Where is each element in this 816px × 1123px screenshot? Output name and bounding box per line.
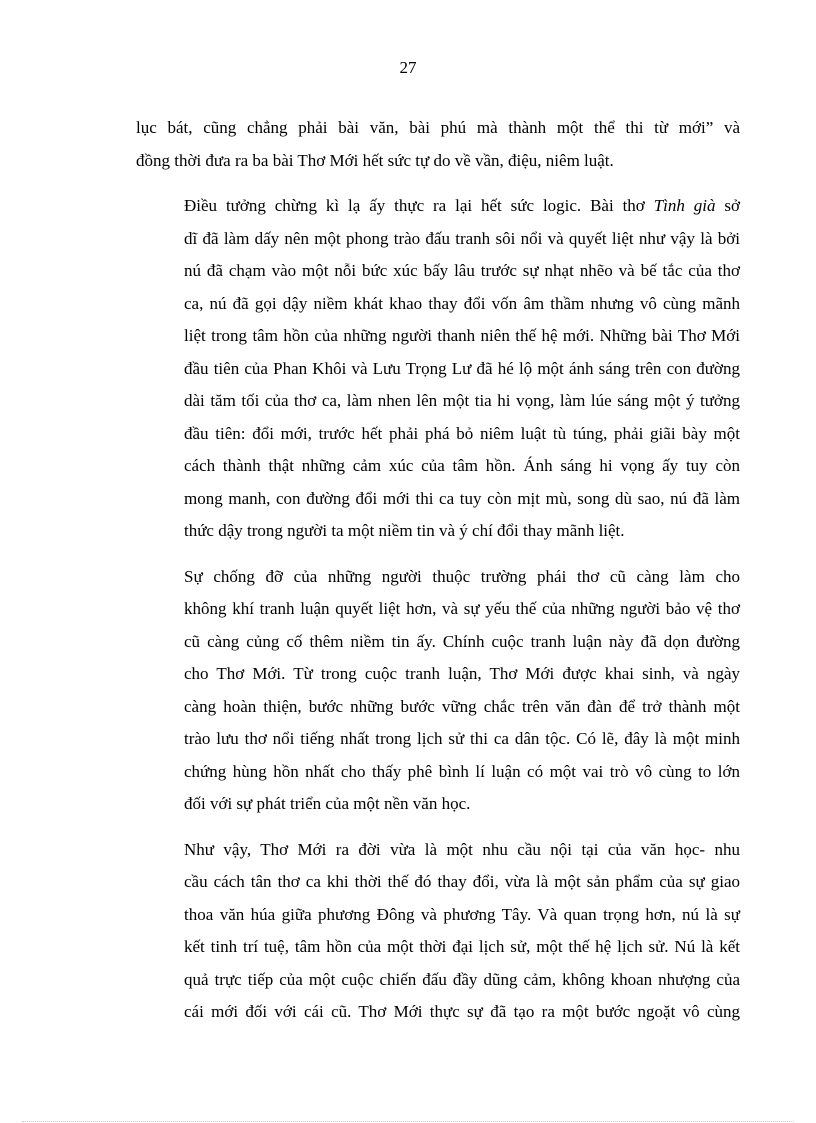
- text-run: Điều tưởng chừng kì lạ ấy thực ra lại hết sức logic. Bài thơ: [184, 196, 654, 215]
- text-line: Sự chống đỡ của những người thuộc trường phái thơ cũ càng làm cho: [184, 566, 740, 586]
- text-line: lục bát, cũng chẳng phải bài văn, bài phú mà thành một thể thi từ mới” và: [136, 118, 740, 137]
- text-line: đầu tiên: đổi mới, trước hết phải phá bỏ niêm luật tù túng, phải giãi bày một: [184, 423, 740, 443]
- text-line: không khí tranh luận quyết liệt hơn, và sự yếu thế của những người bảo vệ thơ: [184, 599, 740, 618]
- text-line: quả trực tiếp của một cuộc chiến đấu đầy dũng cảm, không khoan nhượng của: [184, 969, 740, 989]
- text-run: sở: [715, 196, 741, 215]
- page-bottom-rule: [22, 1121, 794, 1122]
- text-line: cho Thơ Mới. Từ trong cuộc tranh luận, Thơ Mới được khai sinh, và ngày: [184, 664, 740, 683]
- text-line: thức dậy trong người ta một niềm tin và ý chí đổi thay mãnh liệt.: [184, 521, 625, 540]
- page-number: 27: [399, 58, 417, 77]
- text-line: liệt trong tâm hồn của những người thanh niên thế hệ mới. Những bài Thơ Mới: [184, 326, 740, 345]
- text-line: ca, nú đã gọi dậy niềm khát khao thay đổi vốn âm thầm nhưng vô cùng mãnh: [184, 293, 740, 313]
- text-line: đầu tiên của Phan Khôi và Lưu Trọng Lư đã hé lộ một ánh sáng trên con đường: [184, 358, 740, 378]
- text-line: cái mới đối với cái cũ. Thơ Mới thực sự đã tạo ra một bước ngoặt vô cùng: [184, 1002, 740, 1021]
- text-line: càng hoàn thiện, bước những bước vững chắc trên văn đàn để trở thành một: [184, 696, 740, 716]
- paragraph-4: [136, 834, 740, 1029]
- text-line: dĩ đã làm dấy nên một phong trào đấu tranh sôi nổi và quyết liệt như vậy là bởi: [184, 228, 740, 248]
- text-line: cũ càng củng cố thêm niềm tin ấy. Chính cuộc tranh luận này đã dọn đường: [184, 631, 740, 651]
- text-line: dài tăm tối của thơ ca, làm nhen lên một tia hi vọng, làm lúe sáng một ý tưởng: [184, 391, 740, 410]
- text-line: [136, 190, 740, 223]
- body-text: [136, 112, 740, 1029]
- text-line: thoa văn húa giữa phương Đông và phương Tây. Và quan trọng hơn, nú là sự: [184, 904, 740, 924]
- text-line: kết tinh trí tuệ, tâm hồn của một thời đại lịch sử, một thế hệ lịch sử. Nú là kết: [184, 937, 740, 956]
- text-line: cầu cách tân thơ ca khi thời thế đó thay đổi, vừa là một sản phẩm của sự giao: [184, 872, 740, 891]
- text-line: mong manh, con đường đổi mới thi ca tuy còn mịt mù, song dù sao, nú đã làm: [184, 488, 740, 508]
- paragraph-1: [136, 112, 740, 177]
- paragraph-2: [136, 190, 740, 548]
- text-line: Như vậy, Thơ Mới ra đời vừa là một nhu cầu nội tại của văn học- nhu: [184, 839, 740, 859]
- text-line: trào lưu thơ nổi tiếng nhất trong lịch sử thi ca dân tộc. Có lẽ, đây là một minh: [184, 729, 740, 748]
- paragraph-3: [136, 561, 740, 821]
- text-line: đối với sự phát triển của một nền văn học.: [184, 794, 471, 813]
- text-line: chứng hùng hồn nhất cho thấy phê bình lí luận có một vai trò vô cùng to lớn: [184, 761, 740, 781]
- text-line: cách thành thật những cảm xúc của tâm hồn. Ánh sáng hi vọng ấy tuy còn: [184, 456, 740, 475]
- text-line: đồng thời đưa ra ba bài Thơ Mới hết sức tự do về vần, điệu, niêm luật.: [136, 150, 614, 170]
- text-line: nú đã chạm vào một nỗi bức xúc bấy lâu trước sự nhạt nhẽo và bế tắc của thơ: [184, 261, 740, 280]
- poem-title: Tình già: [653, 196, 716, 215]
